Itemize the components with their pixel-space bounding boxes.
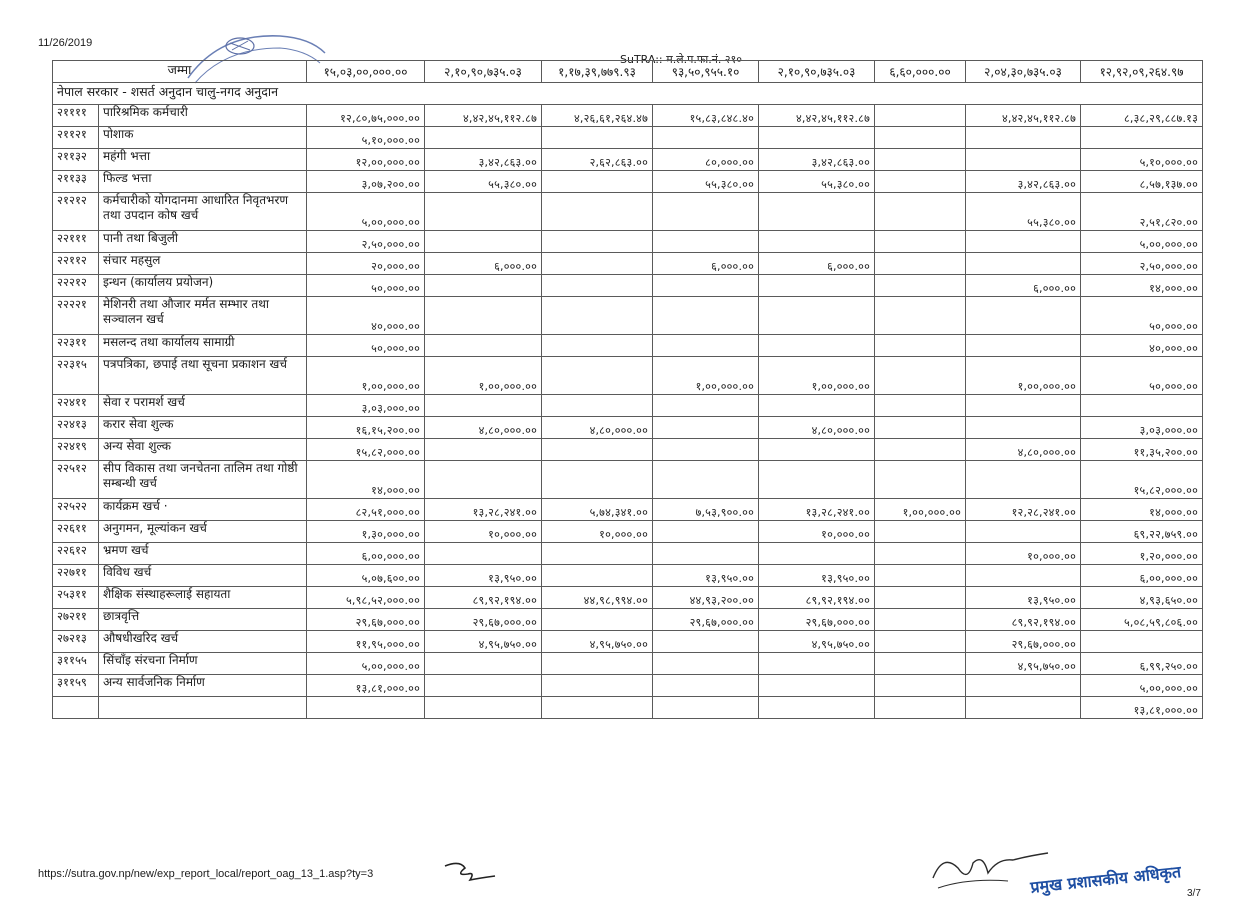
expense-title-cell: सेवा र परामर्श खर्च	[99, 395, 307, 417]
amount-cell: १३,९५०.००	[425, 565, 542, 587]
amount-cell	[759, 127, 875, 149]
amount-cell: ५,००,०००.००	[307, 193, 425, 231]
amount-cell	[425, 697, 542, 719]
amount-cell	[875, 653, 966, 675]
amount-cell: २९,६७,०००.००	[653, 609, 759, 631]
amount-cell	[542, 335, 653, 357]
amount-cell: ५,७४,३४१.००	[542, 499, 653, 521]
amount-cell: १४,०००.००	[307, 461, 425, 499]
amount-cell	[653, 631, 759, 653]
amount-cell: २,५१,८२०.००	[1081, 193, 1203, 231]
amount-cell	[542, 565, 653, 587]
amount-cell: १,००,०००.००	[653, 357, 759, 395]
expense-title-cell: विविध खर्च	[99, 565, 307, 587]
amount-cell	[759, 395, 875, 417]
amount-cell: ५५,३८०.००	[966, 193, 1081, 231]
amount-cell	[966, 127, 1081, 149]
total-cell: २,१०,९०,७३५.०३	[759, 61, 875, 83]
amount-cell: ४,४२,४५,११२.८७	[966, 105, 1081, 127]
amount-cell	[653, 297, 759, 335]
budget-code-cell: २११२१	[53, 127, 99, 149]
amount-cell	[966, 297, 1081, 335]
amount-cell	[966, 697, 1081, 719]
expense-title-cell: पानी तथा बिजुली	[99, 231, 307, 253]
amount-cell: २०,०००.००	[307, 253, 425, 275]
amount-cell: १,३०,०००.००	[307, 521, 425, 543]
amount-cell: १०,०००.००	[542, 521, 653, 543]
amount-cell	[542, 253, 653, 275]
amount-cell: ३,४२,८६३.००	[425, 149, 542, 171]
amount-cell: ५५,३८०.००	[759, 171, 875, 193]
amount-cell: ३,४२,८६३.००	[966, 171, 1081, 193]
expense-title-cell: मसलन्द तथा कार्यालय सामाग्री	[99, 335, 307, 357]
amount-cell	[875, 675, 966, 697]
amount-cell	[966, 253, 1081, 275]
amount-cell: ६,०००.००	[759, 253, 875, 275]
amount-cell: ५,१०,०००.००	[307, 127, 425, 149]
expense-title-cell: महंगी भत्ता	[99, 149, 307, 171]
expense-title-cell: अन्य सेवा शुल्क	[99, 439, 307, 461]
amount-cell: २,५०,०००.००	[307, 231, 425, 253]
amount-cell	[542, 653, 653, 675]
expense-title-cell: भ्रमण खर्च	[99, 543, 307, 565]
budget-code-cell: २२६११	[53, 521, 99, 543]
amount-cell: ४४,९८,९९४.००	[542, 587, 653, 609]
amount-cell: ६,०००.००	[966, 275, 1081, 297]
amount-cell: १६,१५,२००.००	[307, 417, 425, 439]
amount-cell	[966, 231, 1081, 253]
budget-code-cell: २२५१२	[53, 461, 99, 499]
amount-cell	[875, 335, 966, 357]
amount-cell	[425, 275, 542, 297]
expense-title-cell: अन्य सार्वजनिक निर्माण	[99, 675, 307, 697]
table-row	[53, 609, 1203, 631]
amount-cell	[653, 395, 759, 417]
table-row	[53, 565, 1203, 587]
amount-cell: ४,२६,६१,२६४.४७	[542, 105, 653, 127]
amount-cell: १५,८२,०००.००	[1081, 461, 1203, 499]
amount-cell: ४,४२,४५,११२.८७	[425, 105, 542, 127]
amount-cell: ३,०३,०००.००	[307, 395, 425, 417]
amount-cell: ५,०७,६००.००	[307, 565, 425, 587]
expense-report-table	[52, 60, 1203, 719]
amount-cell: ६,०००.००	[425, 253, 542, 275]
amount-cell: २९,६७,०००.००	[966, 631, 1081, 653]
table-row	[53, 253, 1203, 275]
amount-cell	[875, 461, 966, 499]
table-row	[53, 149, 1203, 171]
amount-cell: १२,००,०००.००	[307, 149, 425, 171]
amount-cell	[966, 335, 1081, 357]
amount-cell: ५,१०,०००.००	[1081, 149, 1203, 171]
amount-cell: १३,२८,२४१.००	[425, 499, 542, 521]
amount-cell	[875, 521, 966, 543]
amount-cell: १३,२८,२४१.००	[759, 499, 875, 521]
amount-cell	[425, 127, 542, 149]
amount-cell	[966, 417, 1081, 439]
amount-cell: ३,०३,०००.००	[1081, 417, 1203, 439]
section-title: नेपाल सरकार - शसर्त अनुदान चालु-नगद अनुदान	[53, 83, 1203, 105]
amount-cell: १३,९५०.००	[653, 565, 759, 587]
expense-title-cell: शैक्षिक संस्थाहरूलाई सहायता	[99, 587, 307, 609]
amount-cell: १२,२८,२४१.००	[966, 499, 1081, 521]
amount-cell	[653, 127, 759, 149]
total-cell: २,०४,३०,७३५.०३	[966, 61, 1081, 83]
amount-cell: ७,५३,९००.००	[653, 499, 759, 521]
amount-cell	[653, 675, 759, 697]
amount-cell: ५०,०००.००	[307, 335, 425, 357]
expense-title-cell: पोशाक	[99, 127, 307, 149]
amount-cell	[542, 543, 653, 565]
totals-row	[53, 61, 1203, 83]
initial-signature	[440, 858, 500, 888]
amount-cell	[759, 439, 875, 461]
total-cell: १५,०३,००,०००.००	[307, 61, 425, 83]
office-stamp-text: प्रमुख प्रशासकीय अधिकृत	[1029, 862, 1182, 897]
amount-cell: ५,९८,५२,०००.००	[307, 587, 425, 609]
amount-cell	[425, 231, 542, 253]
amount-cell: ४,४२,४५,११२.८७	[759, 105, 875, 127]
amount-cell: १,००,०००.००	[966, 357, 1081, 395]
amount-cell: ५,००,०००.००	[1081, 675, 1203, 697]
budget-code-cell: २११३२	[53, 149, 99, 171]
amount-cell	[542, 439, 653, 461]
expense-title-cell: सीप विकास तथा जनचेतना तालिम तथा गोष्ठी सम्बन्धी खर्च	[99, 461, 307, 499]
total-cell: २,१०,९०,७३५.०३	[425, 61, 542, 83]
amount-cell: २९,६७,०००.००	[759, 609, 875, 631]
amount-cell	[542, 697, 653, 719]
amount-cell	[542, 193, 653, 231]
amount-cell	[653, 439, 759, 461]
budget-code-cell: २२२१२	[53, 275, 99, 297]
expense-title-cell: इन्धन (कार्यालय प्रयोजन)	[99, 275, 307, 297]
amount-cell: ८२,५१,०००.००	[307, 499, 425, 521]
amount-cell	[759, 697, 875, 719]
amount-cell	[542, 395, 653, 417]
amount-cell: ४,८०,०००.००	[966, 439, 1081, 461]
budget-code-cell: २२१११	[53, 231, 99, 253]
amount-cell: ५५,३८०.००	[653, 171, 759, 193]
amount-cell	[759, 275, 875, 297]
amount-cell: ४,८०,०००.००	[759, 417, 875, 439]
amount-cell	[759, 675, 875, 697]
amount-cell: ११,९५,०००.००	[307, 631, 425, 653]
expense-title-cell: संचार महसुल	[99, 253, 307, 275]
amount-cell	[653, 543, 759, 565]
total-cell: ६,६०,०००.००	[875, 61, 966, 83]
amount-cell	[425, 675, 542, 697]
section-header-row	[53, 83, 1203, 105]
amount-cell	[542, 231, 653, 253]
budget-code-cell	[53, 697, 99, 719]
amount-cell: १३,९५०.००	[759, 565, 875, 587]
amount-cell: ४,९५,७५०.००	[542, 631, 653, 653]
page-number: 3/7	[1187, 888, 1201, 899]
total-cell: १,१७,३९,७७९.९३	[542, 61, 653, 83]
expense-title-cell	[99, 697, 307, 719]
table-row	[53, 653, 1203, 675]
budget-code-cell: २७२११	[53, 609, 99, 631]
amount-cell	[966, 521, 1081, 543]
amount-cell	[966, 149, 1081, 171]
amount-cell	[425, 461, 542, 499]
amount-cell	[542, 461, 653, 499]
amount-cell: २,५०,०००.००	[1081, 253, 1203, 275]
amount-cell: ८,५७,१३७.००	[1081, 171, 1203, 193]
amount-cell	[425, 543, 542, 565]
expense-title-cell: छात्रवृत्ति	[99, 609, 307, 631]
amount-cell: ४०,०००.००	[307, 297, 425, 335]
amount-cell: ८९,९२,१९४.००	[966, 609, 1081, 631]
amount-cell	[542, 675, 653, 697]
amount-cell	[653, 417, 759, 439]
amount-cell: १४,०००.००	[1081, 499, 1203, 521]
amount-cell: १,००,०००.००	[875, 499, 966, 521]
amount-cell	[653, 697, 759, 719]
budget-code-cell: ३११५९	[53, 675, 99, 697]
table-row	[53, 461, 1203, 499]
budget-code-cell: २२३११	[53, 335, 99, 357]
amount-cell	[653, 193, 759, 231]
amount-cell: ६,०००.००	[653, 253, 759, 275]
amount-cell	[966, 395, 1081, 417]
total-cell: १२,९२,०९,२६४.९७	[1081, 61, 1203, 83]
expense-title-cell: फिल्ड भत्ता	[99, 171, 307, 193]
amount-cell	[875, 439, 966, 461]
amount-cell	[759, 193, 875, 231]
amount-cell: १२,८०,७५,०००.००	[307, 105, 425, 127]
table-row	[53, 439, 1203, 461]
amount-cell	[1081, 395, 1203, 417]
table-row	[53, 543, 1203, 565]
amount-cell	[759, 653, 875, 675]
amount-cell: २९,६७,०००.००	[307, 609, 425, 631]
amount-cell: ३,०७,२००.००	[307, 171, 425, 193]
totals-label: जम्मा	[53, 61, 307, 83]
amount-cell: २९,६७,०००.००	[425, 609, 542, 631]
amount-cell: १०,०००.००	[425, 521, 542, 543]
amount-cell	[875, 417, 966, 439]
amount-cell: ५,००,०००.००	[307, 653, 425, 675]
amount-cell	[759, 297, 875, 335]
table-row	[53, 631, 1203, 653]
amount-cell	[653, 275, 759, 297]
amount-cell	[425, 193, 542, 231]
amount-cell: १,००,०००.००	[425, 357, 542, 395]
table-row	[53, 297, 1203, 335]
amount-cell	[425, 395, 542, 417]
print-date: 11/26/2019	[38, 37, 93, 49]
amount-cell	[542, 609, 653, 631]
amount-cell	[875, 697, 966, 719]
budget-code-cell: २७२१३	[53, 631, 99, 653]
amount-cell	[425, 439, 542, 461]
amount-cell	[542, 171, 653, 193]
amount-cell	[875, 565, 966, 587]
table-row	[53, 127, 1203, 149]
amount-cell: १३,८१,०००.००	[1081, 697, 1203, 719]
table-row	[53, 521, 1203, 543]
amount-cell: १४,०००.००	[1081, 275, 1203, 297]
expense-title-cell: औषधीखरिद खर्च	[99, 631, 307, 653]
amount-cell: ४,९३,६५०.००	[1081, 587, 1203, 609]
amount-cell	[653, 231, 759, 253]
amount-cell	[425, 297, 542, 335]
amount-cell: ११,३५,२००.००	[1081, 439, 1203, 461]
budget-code-cell: २२७११	[53, 565, 99, 587]
total-cell: ९३,५०,९५५.१०	[653, 61, 759, 83]
amount-cell: ४,८०,०००.००	[542, 417, 653, 439]
amount-cell: ४,८०,०००.००	[425, 417, 542, 439]
amount-cell: ४,९५,७५०.००	[759, 631, 875, 653]
table-row	[53, 171, 1203, 193]
amount-cell	[875, 275, 966, 297]
amount-cell: ४४,९३,२००.००	[653, 587, 759, 609]
amount-cell	[653, 521, 759, 543]
amount-cell	[425, 335, 542, 357]
amount-cell	[875, 609, 966, 631]
amount-cell: ५,०८,५९,८०६.००	[1081, 609, 1203, 631]
budget-code-cell: २११३३	[53, 171, 99, 193]
amount-cell: ८९,९२,१९४.००	[425, 587, 542, 609]
expense-title-cell: कर्मचारीको योगदानमा आधारित निवृतभरण तथा उपदान कोष खर्च	[99, 193, 307, 231]
amount-cell: ६,००,०००.००	[1081, 565, 1203, 587]
table-row	[53, 587, 1203, 609]
amount-cell	[542, 127, 653, 149]
amount-cell	[759, 543, 875, 565]
amount-cell: ४,९५,७५०.००	[425, 631, 542, 653]
amount-cell	[875, 587, 966, 609]
amount-cell	[966, 565, 1081, 587]
budget-code-cell: २५३११	[53, 587, 99, 609]
amount-cell	[759, 335, 875, 357]
table-row	[53, 417, 1203, 439]
amount-cell: ६९,२२,७५९.००	[1081, 521, 1203, 543]
amount-cell: ६,००,०००.००	[307, 543, 425, 565]
amount-cell	[759, 461, 875, 499]
budget-code-cell: २१२१२	[53, 193, 99, 231]
amount-cell	[875, 105, 966, 127]
amount-cell	[759, 231, 875, 253]
expense-title-cell: मेशिनरी तथा औजार मर्मत सम्भार तथा सञ्चालन खर्च	[99, 297, 307, 335]
table-row	[53, 675, 1203, 697]
budget-code-cell: २२३१५	[53, 357, 99, 395]
budget-code-cell: २२४११	[53, 395, 99, 417]
amount-cell: १,००,०००.००	[307, 357, 425, 395]
amount-cell	[1081, 127, 1203, 149]
budget-code-cell: २२५२२	[53, 499, 99, 521]
expense-title-cell: सिंचाँइ संरचना निर्माण	[99, 653, 307, 675]
expense-title-cell: पारिश्रमिक कर्मचारी	[99, 105, 307, 127]
amount-cell: १०,०००.००	[966, 543, 1081, 565]
amount-cell: ८,३८,२९,८८७.१३	[1081, 105, 1203, 127]
table-row	[53, 231, 1203, 253]
amount-cell: ८९,९२,१९४.००	[759, 587, 875, 609]
budget-code-cell: २२६१२	[53, 543, 99, 565]
amount-cell: ३,४२,८६३.००	[759, 149, 875, 171]
amount-cell	[1081, 631, 1203, 653]
amount-cell	[653, 653, 759, 675]
amount-cell: ५०,०००.००	[1081, 357, 1203, 395]
amount-cell	[875, 171, 966, 193]
amount-cell	[875, 149, 966, 171]
amount-cell: ५०,०००.००	[1081, 297, 1203, 335]
budget-code-cell: २२२२१	[53, 297, 99, 335]
amount-cell	[542, 297, 653, 335]
budget-code-cell: ३११५५	[53, 653, 99, 675]
amount-cell	[653, 335, 759, 357]
amount-cell: १,००,०००.००	[759, 357, 875, 395]
amount-cell	[966, 675, 1081, 697]
amount-cell	[875, 543, 966, 565]
amount-cell	[875, 231, 966, 253]
amount-cell: १३,८१,०००.००	[307, 675, 425, 697]
table-row	[53, 395, 1203, 417]
budget-code-cell: २२११२	[53, 253, 99, 275]
amount-cell: ४०,०००.००	[1081, 335, 1203, 357]
amount-cell: ६,९९,२५०.००	[1081, 653, 1203, 675]
amount-cell: २,६२,८६३.००	[542, 149, 653, 171]
amount-cell	[875, 193, 966, 231]
amount-cell	[307, 697, 425, 719]
expense-title-cell: अनुगमन, मूल्यांकन खर्च	[99, 521, 307, 543]
amount-cell	[875, 253, 966, 275]
table-row	[53, 335, 1203, 357]
amount-cell: १५,८२,०००.००	[307, 439, 425, 461]
table-row	[53, 357, 1203, 395]
amount-cell	[875, 357, 966, 395]
expense-title-cell: कार्यक्रम खर्च ·	[99, 499, 307, 521]
budget-code-cell: २२४१९	[53, 439, 99, 461]
amount-cell: १३,९५०.००	[966, 587, 1081, 609]
amount-cell	[542, 275, 653, 297]
amount-cell: ४,९५,७५०.००	[966, 653, 1081, 675]
amount-cell: ५०,०००.००	[307, 275, 425, 297]
amount-cell: १०,०००.००	[759, 521, 875, 543]
amount-cell	[653, 461, 759, 499]
amount-cell	[875, 631, 966, 653]
amount-cell	[966, 461, 1081, 499]
budget-code-cell: २२४१३	[53, 417, 99, 439]
source-url: https://sutra.gov.np/new/exp_report_local/report_oag_13_1.asp?ty=3	[38, 868, 374, 880]
amount-cell	[875, 297, 966, 335]
expense-title-cell: करार सेवा शुल्क	[99, 417, 307, 439]
table-row	[53, 499, 1203, 521]
amount-cell: १,२०,०००.००	[1081, 543, 1203, 565]
amount-cell	[875, 395, 966, 417]
amount-cell	[425, 653, 542, 675]
table-row	[53, 275, 1203, 297]
amount-cell: १५,८३,८४८.४०	[653, 105, 759, 127]
expense-title-cell: पत्रपत्रिका, छपाई तथा सूचना प्रकाशन खर्च	[99, 357, 307, 395]
table-row	[53, 193, 1203, 231]
amount-cell	[875, 127, 966, 149]
table-row	[53, 697, 1203, 719]
amount-cell: ५,००,०००.००	[1081, 231, 1203, 253]
form-reference: SuTRA:: म.ले.प.फा.नं. २१०	[620, 53, 742, 66]
amount-cell: ८०,०००.००	[653, 149, 759, 171]
table-row	[53, 105, 1203, 127]
budget-code-cell: २११११	[53, 105, 99, 127]
amount-cell: ५५,३८०.००	[425, 171, 542, 193]
amount-cell	[542, 357, 653, 395]
